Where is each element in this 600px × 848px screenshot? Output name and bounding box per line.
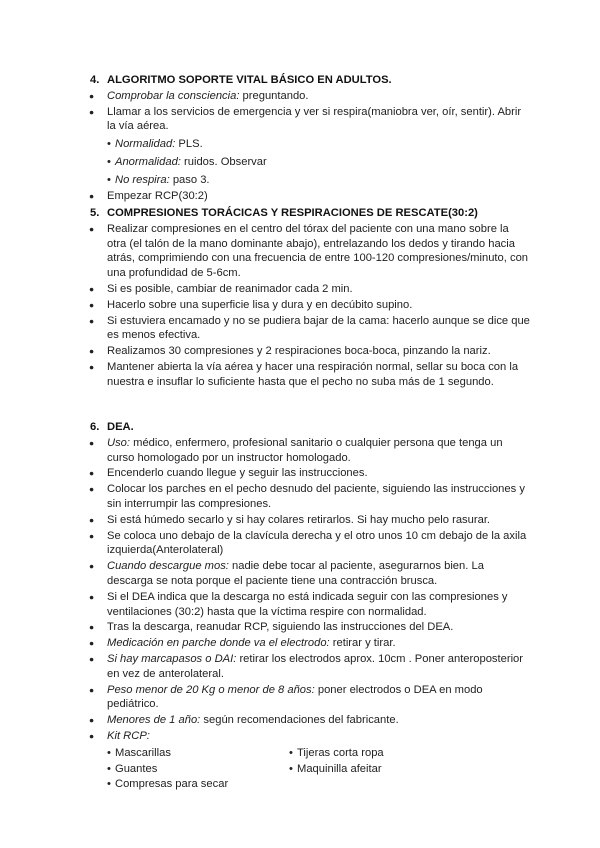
section-6 (90, 420, 530, 793)
item-label: Peso menor de 20 Kg o menor de 8 años: (107, 683, 315, 696)
item-text: preguntando. (239, 89, 309, 102)
item-label: Comprobar la consciencia: (107, 89, 240, 102)
kit-list (107, 746, 530, 792)
list-item (90, 482, 530, 512)
list-item: ● Realizamos 30 compresiones y 2 respiraciones boca-boca, pinzando la nariz. (90, 344, 530, 359)
section-4 (90, 73, 530, 204)
kit-item: • Tijeras corta ropa (289, 746, 459, 761)
section-title: ALGORITMO SOPORTE VITAL BÁSICO EN ADULTOS. (107, 74, 392, 86)
list-item (90, 729, 530, 792)
list-item (90, 89, 530, 104)
section-number: 4. (90, 74, 100, 86)
kit-item: • Compresas para secar (107, 777, 289, 792)
list-item: ● Si estuviera encamado y no se pudiera bajar de la cama: hacerlo aunque se dice que es menos efectiva. (90, 314, 530, 344)
list-item (90, 513, 530, 528)
section-number: 5. (90, 207, 100, 219)
list-item (90, 466, 530, 481)
list-item (90, 529, 530, 559)
section-5-heading (90, 206, 530, 221)
list-item (90, 189, 530, 204)
item-label: Normalidad: (115, 138, 176, 151)
list-item (90, 620, 530, 635)
item-label: Medicación en parche donde va el electrodo: (107, 637, 330, 650)
item-text: Colocar los parches en el pecho desnudo del paciente, siguiendo las instrucciones y sin interrumpir las compresiones. (107, 483, 525, 510)
list-item (90, 683, 530, 713)
item-label: Anormalidad: (115, 155, 181, 168)
item-text: Tras la descarga, reanudar RCP, siguiendo las instrucciones del DEA. (107, 621, 454, 634)
item-text: Si el DEA indica que la descarga no está indicada seguir con las compresiones y ventilaciones (30:2) hasta que la víctima respire con normalidad. (107, 590, 508, 618)
item-text: Empezar RCP(30:2) (107, 189, 208, 202)
item-text: Se coloca uno debajo de la clavícula derecha y el otro unos 10 cm debajo de la axila izquierda(Anterolateral) (107, 529, 527, 557)
section-6-heading (90, 420, 530, 435)
item-label: Cuando descargue mos: (107, 560, 229, 573)
list-item: ● Hacerlo sobre una superficie lisa y dura y en decúbito supino. (90, 298, 530, 313)
list-item: ● Mantener abierta la vía aérea y hacer una respiración normal, sellar su boca con la nuestra e insuflar lo suficiente hasta que el pecho no suba más de 1 segundo. (90, 360, 530, 390)
item-text: retirar los electrodos aprox. 10cm . Poner anteroposterior en vez de anterolateral. (107, 652, 524, 680)
item-text: PLS. (175, 138, 203, 151)
list-item (90, 105, 530, 188)
section-title: COMPRESIONES TORÁCICAS Y RESPIRACIONES DE RESCATE(30:2) (107, 207, 478, 219)
list-item (90, 652, 530, 682)
item-text: poner electrodos o DEA en modo pediátrico. (107, 683, 483, 711)
section-title: DEA. (107, 421, 134, 433)
sub-item (107, 173, 530, 188)
item-label: Si hay marcapasos o DAI: (107, 652, 237, 665)
section-5 (90, 206, 530, 391)
item-text: Encenderlo cuando llegue y seguir las instrucciones. (107, 467, 368, 480)
item-text: Llamar a los servicios de emergencia y ver si respira(maniobra ver, oír, sentir). Abrir la vía aérea. (107, 105, 522, 133)
item-text: médico, enfermero, profesional sanitario o cualquier persona que tenga un curso homologado por un instructor homologado. (107, 436, 503, 464)
list-item (90, 636, 530, 651)
kit-item: • Mascarillas (107, 746, 289, 761)
list-item: ● Realizar compresiones en el centro del tórax del paciente con una mano sobre la otra (el talón de la mano dominante abajo), entrelazando los dedos y tirando hacia atrás, comprimiendo con una frecuencia de entre 100-120 compresiones/minuto, con una profundidad de 5-6cm. (90, 222, 530, 281)
bullet-list (90, 222, 530, 390)
item-text: retirar y tirar. (329, 637, 396, 650)
item-label: Menores de 1 año: (107, 714, 201, 727)
item-text: según recomendaciones del fabricante. (200, 714, 399, 727)
list-item: ● Si es posible, cambiar de reanimador cada 2 min. (90, 282, 530, 297)
bullet-list (90, 89, 530, 204)
list-item (90, 436, 530, 466)
list-item (90, 713, 530, 728)
sub-item (107, 155, 530, 170)
section-4-heading (90, 73, 530, 88)
item-text: ruidos. Observar (180, 155, 267, 168)
kit-item: • Maquinilla afeitar (289, 762, 459, 777)
sub-item (107, 137, 530, 152)
item-text: Si está húmedo secarlo y si hay colares retirarlos. Si hay mucho pelo rasurar. (107, 513, 491, 526)
item-label: No respira: (115, 173, 170, 186)
list-item (90, 559, 530, 589)
item-label: Kit RCP: (107, 729, 150, 742)
item-label: Uso: (107, 436, 131, 449)
list-item (90, 590, 530, 620)
sub-list (107, 137, 530, 187)
section-number: 6. (90, 421, 100, 433)
item-text: nadie debe tocar al paciente, asegurarnos bien. La descarga se nota porque el paciente tiene una contracción brusca. (107, 560, 484, 587)
bullet-list (90, 436, 530, 792)
item-text: paso 3. (169, 173, 210, 186)
kit-item: • Guantes (107, 762, 289, 777)
